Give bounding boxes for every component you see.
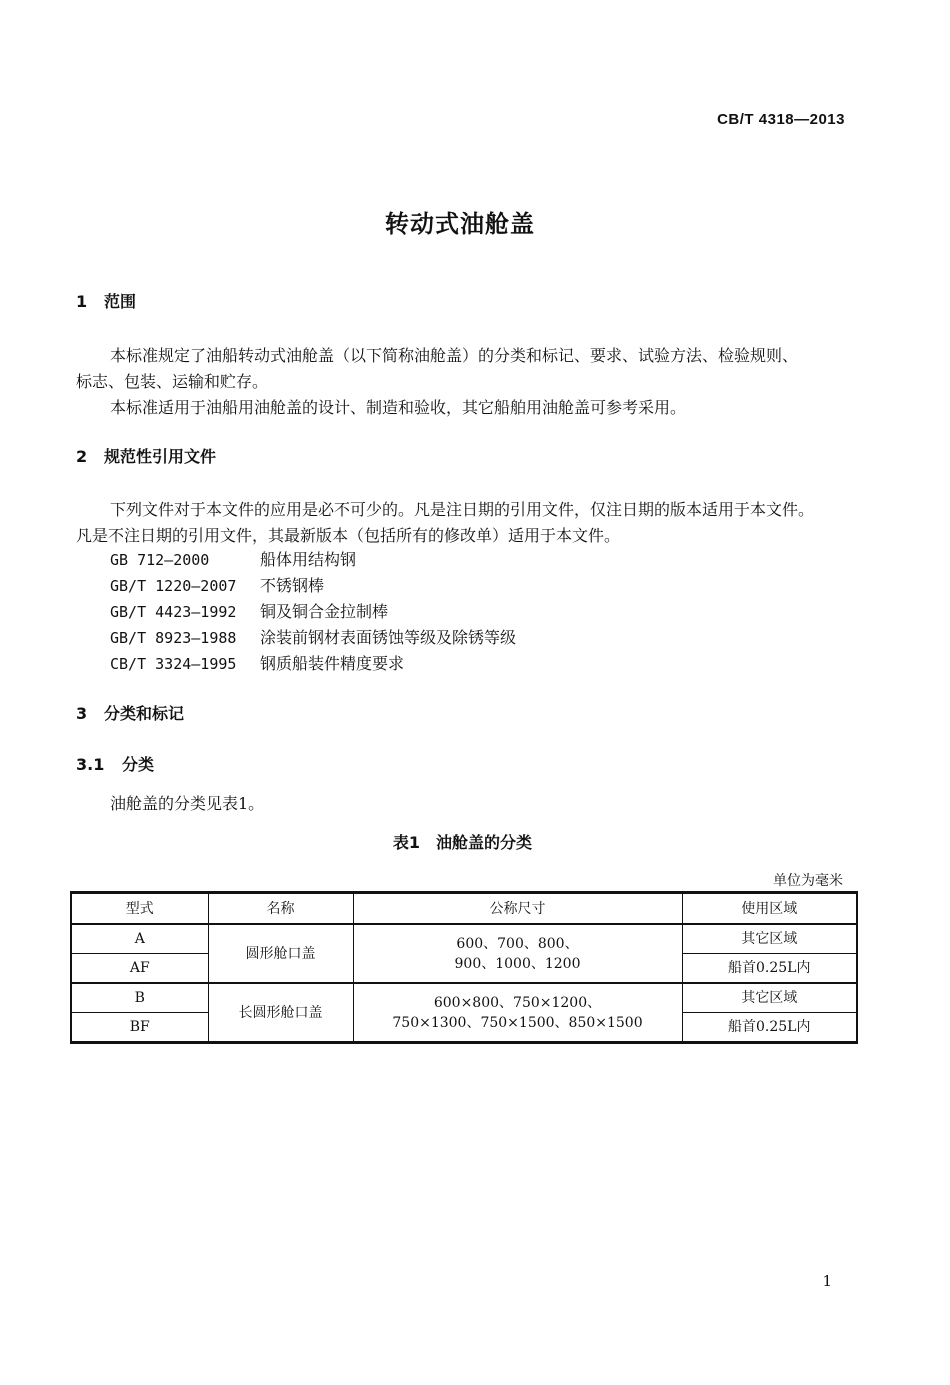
size-cell <box>353 983 682 1043</box>
area-cell: 船首0.25L内 <box>682 954 857 984</box>
reference-title: 铜及铜合金拉制棒 <box>260 602 389 621</box>
table-row <box>71 924 857 954</box>
reference-title: 涂装前钢材表面锈蚀等级及除锈等级 <box>260 628 517 647</box>
section-1-heading <box>76 289 136 312</box>
reference-code: CB/T 3324—1995 <box>110 655 237 673</box>
name-cell: 圆形舱口盖 <box>208 924 353 983</box>
section-title: 分类 <box>122 755 155 774</box>
type-cell: BF <box>71 1013 208 1043</box>
document-title: 转动式油舱盖 <box>385 210 535 238</box>
header-cell: 名称 <box>208 893 353 925</box>
paragraph-line: 本标准规定了油船转动式油舱盖（以下简称油舱盖）的分类和标记、要求、试验方法、检验规则、 <box>110 346 799 365</box>
section-title: 范围 <box>104 292 137 311</box>
area-cell: 船首0.25L内 <box>682 1013 857 1043</box>
table-row <box>71 983 857 1013</box>
section-title: 分类和标记 <box>104 704 185 723</box>
table-unit: 单位为毫米 <box>773 873 843 889</box>
size-line: 600、700、800、 <box>456 935 579 952</box>
reference-code: GB/T 8923—1988 <box>110 629 237 647</box>
header-cell: 使用区域 <box>682 893 857 925</box>
section-title: 规范性引用文件 <box>104 447 217 466</box>
reference-title: 钢质船装件精度要求 <box>260 654 405 673</box>
reference-title: 船体用结构钢 <box>260 550 357 569</box>
reference-code: GB/T 4423—1992 <box>110 603 237 621</box>
standard-number: CB/T 4318—2013 <box>717 111 845 128</box>
type-cell: A <box>71 924 208 954</box>
area-cell: 其它区域 <box>682 924 857 954</box>
reference-code: GB 712—2000 <box>110 551 210 569</box>
paragraph-line: 标志、包装、运输和贮存。 <box>76 372 269 391</box>
header-cell: 型式 <box>71 893 208 925</box>
reference-code: GB/T 1220—2007 <box>110 577 237 595</box>
paragraph-line: 油舱盖的分类见表1。 <box>110 794 265 813</box>
type-cell: AF <box>71 954 208 984</box>
table-caption: 表1 油舱盖的分类 <box>392 833 533 852</box>
section-number: 3.1 <box>76 755 105 774</box>
section-number: 2 <box>76 447 88 466</box>
paragraph-line: 本标准适用于油船用油舱盖的设计、制造和验收，其它船舶用油舱盖可参考采用。 <box>110 398 687 417</box>
area-cell: 其它区域 <box>682 983 857 1013</box>
page-number: 1 <box>822 1272 832 1290</box>
section-2-heading <box>76 444 216 467</box>
reference-item <box>110 599 388 622</box>
paragraph-line: 凡是不注日期的引用文件，其最新版本（包括所有的修改单）适用于本文件。 <box>76 526 621 545</box>
size-line: 900、1000、1200 <box>454 955 581 972</box>
table-header-row <box>71 893 857 925</box>
section-number: 1 <box>76 292 88 311</box>
header-cell: 公称尺寸 <box>353 893 682 925</box>
type-cell: B <box>71 983 208 1013</box>
size-line: 600×800、750×1200、 <box>433 994 602 1011</box>
section-3-1-heading <box>76 752 154 775</box>
section-number: 3 <box>76 704 88 723</box>
name-cell: 长圆形舱口盖 <box>208 983 353 1043</box>
reference-item <box>110 651 404 674</box>
size-line: 750×1300、750×1500、850×1500 <box>392 1014 643 1031</box>
paragraph-line: 下列文件对于本文件的应用是必不可少的。凡是注日期的引用文件，仅注日期的版本适用于本文件。 <box>110 500 815 519</box>
reference-item <box>110 573 324 596</box>
reference-title: 不锈钢棒 <box>260 576 325 595</box>
classification-table <box>70 891 858 1044</box>
size-cell <box>353 924 682 983</box>
reference-item <box>110 625 516 648</box>
reference-item <box>110 547 356 570</box>
section-3-heading <box>76 701 184 724</box>
